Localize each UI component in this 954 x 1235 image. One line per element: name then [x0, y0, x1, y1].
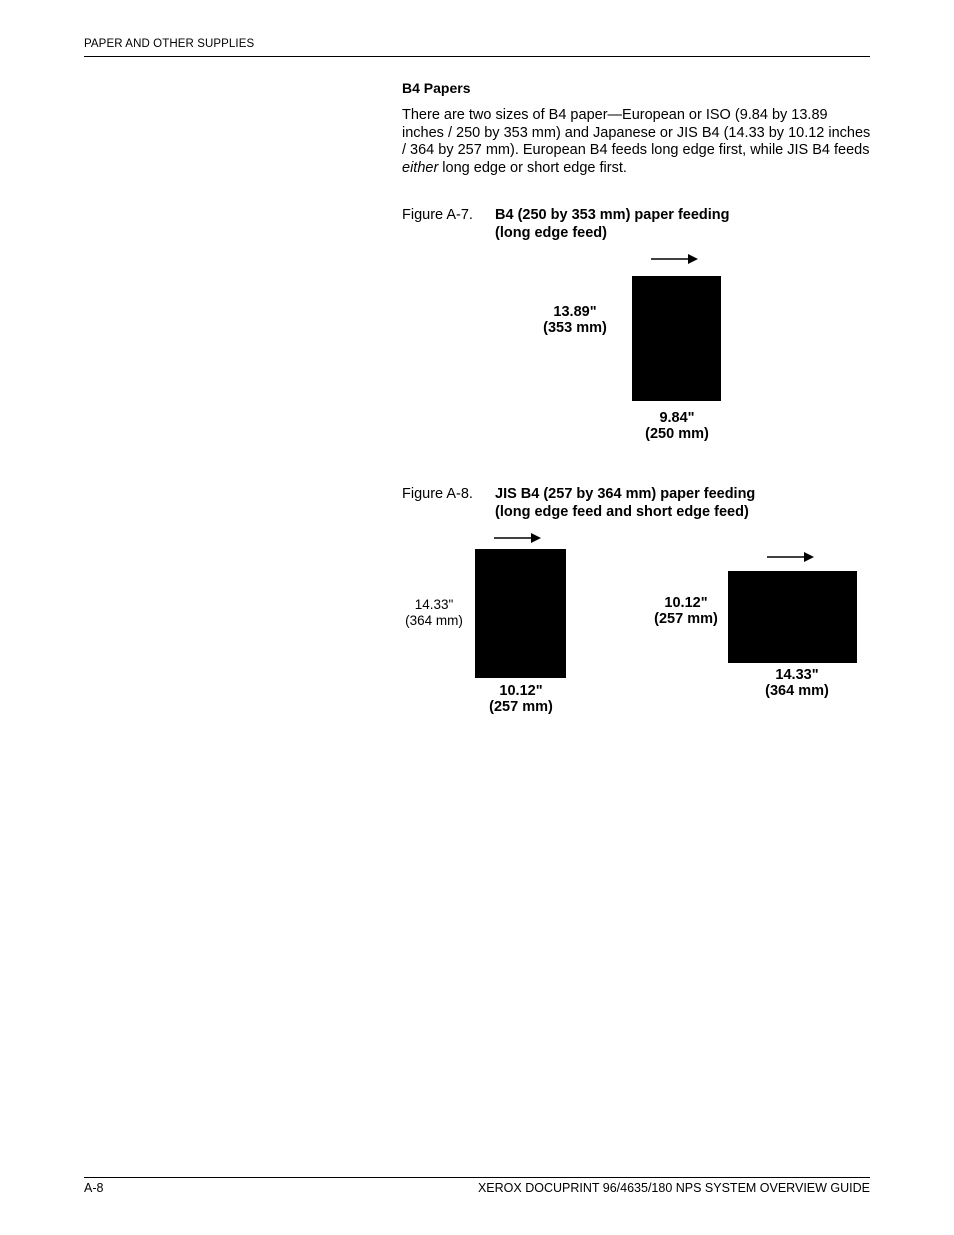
- figure-a7-width-label: [621, 410, 733, 442]
- figure-a8-right-width-in: 14.33": [775, 667, 819, 683]
- paragraph-text-end: long edge or short edge first.: [438, 159, 627, 176]
- feed-direction-arrow-icon: [493, 531, 543, 545]
- footer-rule: [84, 1177, 870, 1178]
- running-head: PAPER AND OTHER SUPPLIES: [84, 38, 255, 50]
- figure-a8-title-line1: JIS B4 (257 by 364 mm) paper feeding: [495, 486, 756, 502]
- jis-b4-paper-sheet-short-edge: [728, 571, 857, 663]
- feed-direction-arrow-icon: [650, 252, 700, 266]
- figure-a8-right-width-label: [740, 667, 854, 699]
- figure-a7-width-mm: (250 mm): [645, 426, 709, 442]
- figure-a8-right-height-mm: (257 mm): [654, 611, 718, 627]
- figure-a8-left-height-mm: (364 mm): [405, 613, 463, 628]
- figure-a8-right-width-mm: (364 mm): [765, 683, 829, 699]
- paragraph-emphasis: either: [402, 159, 439, 176]
- figure-a8-title: [495, 486, 755, 521]
- section-heading: B4 Papers: [402, 80, 471, 96]
- jis-b4-paper-sheet-long-edge: [475, 549, 566, 678]
- figure-a8-left-height-label: [395, 597, 473, 629]
- figure-a8-right-height-label: [638, 595, 734, 627]
- paragraph-text: There are two sizes of B4 paper—European or ISO (9.84 by 13.89 inches / 250 by 353 mm) and Japanese or JIS B4 (14.33 by 10.12 inches / 364 by 257 mm). European B4 feeds long edge first, while JIS B4 feeds: [402, 107, 871, 158]
- figure-a7-title-line1: B4 (250 by 353 mm) paper feeding: [495, 207, 730, 223]
- figure-a7-number: Figure A-7.: [402, 207, 473, 223]
- figure-a8-number: Figure A-8.: [402, 486, 473, 502]
- figure-a8-right-height-in: 10.12": [664, 595, 708, 611]
- figure-a7-height-in: 13.89": [553, 304, 597, 320]
- feed-direction-arrow-icon: [766, 550, 816, 564]
- body-paragraph: [402, 107, 872, 177]
- b4-paper-sheet: [632, 276, 721, 401]
- guide-title: XEROX DOCUPRINT 96/4635/180 NPS SYSTEM OVERVIEW GUIDE: [477, 1181, 870, 1195]
- figure-a7-height-label: [520, 304, 630, 336]
- figure-a7-title: [495, 207, 730, 242]
- figure-a7-width-in: 9.84": [659, 410, 695, 426]
- figure-a7-height-mm: (353 mm): [543, 320, 607, 336]
- header-rule: [84, 56, 870, 57]
- figure-a8-left-height-in: 14.33": [414, 597, 454, 612]
- figure-a8-left-width-label: [464, 683, 578, 715]
- figure-a8-left-width-in: 10.12": [499, 683, 543, 699]
- figure-a8-title-line2: (long edge feed and short edge feed): [495, 503, 749, 520]
- page-number: A-8: [84, 1181, 104, 1195]
- figure-a8-left-width-mm: (257 mm): [489, 699, 553, 715]
- figure-a7-title-line2: (long edge feed): [495, 224, 607, 241]
